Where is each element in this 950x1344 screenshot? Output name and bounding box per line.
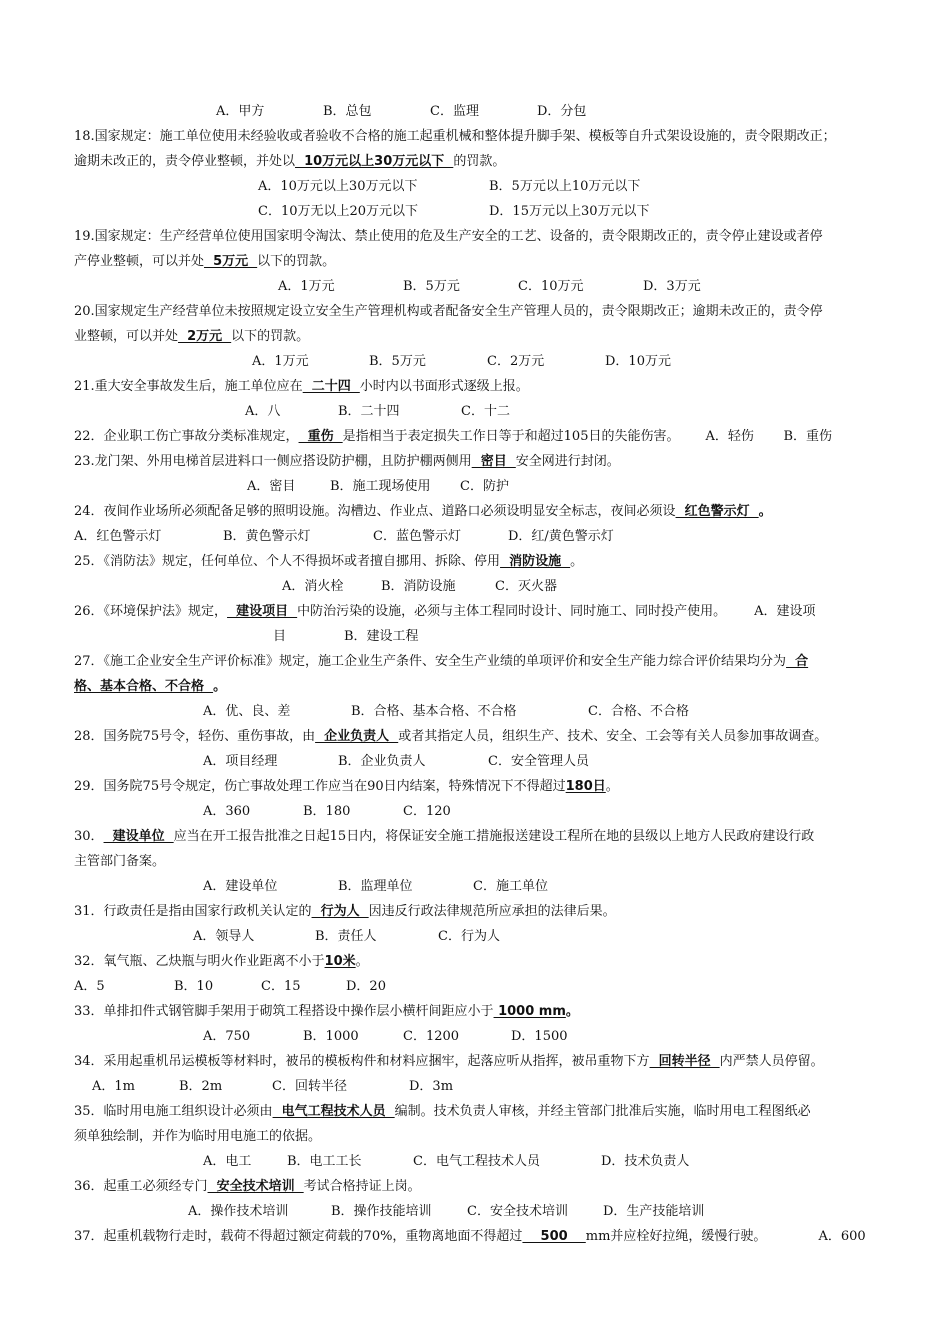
q21-text-b: 小时内以书面形式逐级上报。 [359, 379, 529, 394]
q36-option-c: C．安全技术培训 [467, 1204, 568, 1219]
q35-stem-line1 [74, 1103, 811, 1121]
q23-option-b: B．施工现场使用 [330, 479, 431, 494]
q31-stem [74, 903, 616, 921]
q25-text-b: 。 [570, 554, 584, 569]
q17-options [216, 103, 586, 121]
q35-text-a: 35．临时用电施工组织设计必须由 [74, 1104, 273, 1119]
q18-stem-line2 [74, 153, 505, 171]
q17-option-c: C．监理 [430, 104, 479, 119]
q35-option-b: B．电工工长 [287, 1154, 362, 1169]
q30-text-a: 30． [74, 829, 104, 844]
q27-option-c: C．合格、不合格 [588, 704, 689, 719]
q27-options [203, 703, 689, 721]
q20-option-d: D．10万元 [605, 354, 671, 369]
q23-option-a: A．密目 [247, 479, 296, 494]
q27-option-b: B．合格、基本合格、不合格 [351, 704, 517, 719]
q28-answer: 企业负责人 [315, 729, 399, 744]
q31-text-b: 因违反行政法律规范所应承担的法律后果。 [368, 904, 616, 919]
q18-option-a: A．10万元以上30万元以下 [258, 179, 418, 194]
q27-text-b: 。 [213, 679, 227, 694]
q19-options [278, 278, 701, 296]
q34-options [92, 1078, 453, 1096]
q32-text-a: 32．氧气瓶、乙炔瓶与明火作业距离不小于 [74, 954, 325, 969]
q32-option-c: C．15 [261, 979, 301, 994]
q22-answer: 重伤 [298, 429, 343, 444]
q19-option-b: B．5万元 [403, 279, 460, 294]
q21-option-c: C．十二 [461, 404, 510, 419]
q25-answer: 消防设施 [500, 554, 571, 569]
q30-stem-line1 [74, 828, 814, 846]
q23-text-b: 安全网进行封闭。 [515, 454, 620, 469]
q27-option-a: A．优、良、差 [203, 704, 291, 719]
q17-option-d: D．分包 [537, 104, 587, 119]
q34-option-a: A．1m [92, 1079, 135, 1094]
q26-text-b: 中防治污染的设施，必须与主体工程同时设计、同时施工、同时投产使用。 [297, 604, 727, 619]
q20-option-c: C．2万元 [487, 354, 545, 369]
q34-option-d: D．3m [409, 1079, 454, 1094]
q34-text-a: 34．采用起重机吊运模板等材料时，被吊的模板构件和材料应捆牢，起落应听从指挥，被吊重物下方 [74, 1054, 650, 1069]
q35-option-d: D．技术负责人 [601, 1154, 690, 1169]
q18-answer: 10万元以上30万元以下 [295, 154, 454, 169]
q21-answer: 二十四 [302, 379, 360, 394]
q29-option-c: C．120 [403, 804, 451, 819]
q37-text-b: mm并应栓好拉绳，缓慢行驶。 [585, 1229, 767, 1244]
q36-text-a: 36．起重工必须经专门 [74, 1179, 208, 1194]
q35-answer: 电气工程技术人员 [272, 1104, 395, 1119]
q29-text-a: 29．国务院75号令规定，伤亡事故处理工作应当在90日内结案，特殊情况下不得超过 [74, 779, 566, 794]
q32-option-a: A．5 [74, 979, 105, 994]
q22-option-b: B．重伤 [783, 429, 833, 444]
q21-stem [74, 378, 529, 396]
q30-stem-line2: 主管部门备案。 [74, 854, 166, 869]
q23-text-a: 23.龙门架、外用电梯首层进料口一侧应搭设防护棚，且防护棚两侧用 [74, 454, 472, 469]
q24-option-c: C．蓝色警示灯 [373, 529, 461, 544]
q26-option-a: A．建设项 [754, 604, 816, 619]
q17-option-a: A．甲方 [216, 104, 265, 119]
q18-option-b: B．5万元以上10万元以下 [489, 179, 641, 194]
q18-stem-line1: 18.国家规定：施工单位使用未经验收或者验收不合格的施工起重机械和整体提升脚手架、模板等自升式架设设施的，责令限期改正； [74, 129, 836, 144]
q30-option-c: C．施工单位 [473, 879, 548, 894]
q33-option-a: A．750 [203, 1029, 251, 1044]
q34-text-b: 内严禁人员停留。 [719, 1054, 824, 1069]
q20-option-b: B．5万元 [369, 354, 426, 369]
q31-option-c: C．行为人 [438, 929, 500, 944]
q25-stem [74, 553, 583, 571]
q18-option-c: C．10万无以上20万元以下 [258, 204, 419, 219]
q20-option-a: A．1万元 [252, 354, 309, 369]
q30-answer: 建设单位 [103, 829, 174, 844]
q36-answer: 安全技术培训 [207, 1179, 304, 1194]
q29-answer: 180日 [565, 779, 606, 794]
q20-answer: 2万元 [178, 329, 232, 344]
q28-text-b: 或者其指定人员，组织生产、技术、安全、工会等有关人员参加事故调查。 [398, 729, 828, 744]
q36-option-a: A．操作技术培训 [188, 1204, 289, 1219]
q33-option-b: B．1000 [303, 1029, 359, 1044]
q33-text-b: 。 [565, 1004, 579, 1019]
q23-stem [74, 453, 620, 471]
q21-text-a: 21.重大安全事故发生后，施工单位应在 [74, 379, 303, 394]
q26-option-a-cont: 目 [273, 629, 287, 644]
q29-options [203, 803, 451, 821]
q32-answer: 10米 [324, 954, 356, 969]
q36-option-d: D．生产技能培训 [603, 1204, 705, 1219]
q20-options [252, 353, 671, 371]
q28-option-a: A．项目经理 [203, 754, 278, 769]
q37-stem [74, 1228, 866, 1246]
q31-option-b: B．责任人 [315, 929, 377, 944]
q28-text-a: 28．国务院75号令，轻伤、重伤事故，由 [74, 729, 316, 744]
q17-option-b: B．总包 [323, 104, 372, 119]
q29-option-a: A．360 [203, 804, 251, 819]
q33-text-a: 33．单排扣件式钢管脚手架用于砌筑工程搭设中操作层小横杆间距应小于 [74, 1004, 494, 1019]
q37-text-a: 37．起重机载物行走时，载荷不得超过额定荷载的70%，重物离地面不得超过 [74, 1229, 523, 1244]
q29-option-b: B．180 [303, 804, 351, 819]
q26-answer: 建设项目 [227, 604, 298, 619]
q22-text-b: 是指相当于表定损失工作日等于和超过105日的失能伤害。 [342, 429, 680, 444]
q21-option-a: A．八 [245, 404, 281, 419]
q33-stem [74, 1003, 579, 1021]
q24-text-a: 24．夜间作业场所必须配备足够的照明设施。沟槽边、作业点、道路口必须设明显安全标志，夜间必须设 [74, 504, 676, 519]
q24-stem [74, 503, 772, 521]
q22-text-a: 22．企业职工伤亡事故分类标准规定， [74, 429, 299, 444]
q29-text-b: 。 [605, 779, 619, 794]
q26-options [273, 628, 419, 646]
q30-option-b: B．监理单位 [338, 879, 413, 894]
q25-text-a: 25．《消防法》规定，任何单位、个人不得损坏或者擅自挪用、拆除、停用 [74, 554, 501, 569]
q27-text-a: 27．《施工企业安全生产评价标准》规定，施工企业生产条件、安全生产业绩的单项评价和安全生产能力综合评价结果均分为 [74, 654, 787, 669]
q32-option-b: B．10 [174, 979, 214, 994]
q20-stem-line2 [74, 328, 309, 346]
q33-options [203, 1028, 568, 1046]
q32-options [74, 978, 386, 996]
q30-options [203, 878, 548, 896]
q18-text-a: 逾期未改正的，责令停业整顿，并处以 [74, 154, 296, 169]
q24-options [74, 528, 614, 546]
q20-text-a: 业整顿，可以并处 [74, 329, 179, 344]
q24-answer: 红色警示灯 [675, 504, 759, 519]
q20-text-b: 以下的罚款。 [231, 329, 310, 344]
q24-option-b: B．黄色警示灯 [223, 529, 311, 544]
q18-option-d: D．15万元以上30万元以下 [489, 204, 650, 219]
q19-option-c: C．10万元 [518, 279, 584, 294]
q31-text-a: 31．行政责任是指由国家行政机关认定的 [74, 904, 312, 919]
q34-answer: 回转半径 [649, 1054, 720, 1069]
q25-option-b: B．消防设施 [381, 579, 456, 594]
q20-stem-line1: 20.国家规定生产经营单位未按照规定设立安全生产管理机构或者配备安全生产管理人员的，责令限期改正；逾期未改正的，责令停 [74, 304, 823, 319]
q24-text-b: 。 [758, 504, 772, 519]
q30-option-a: A．建设单位 [203, 879, 278, 894]
q27-stem-line2 [74, 678, 226, 696]
q22-option-a: A．轻伤 [705, 429, 754, 444]
q18-options-row1 [258, 178, 640, 196]
q26-option-b: B．建设工程 [344, 629, 419, 644]
q28-options [203, 753, 589, 771]
q21-options [245, 403, 510, 421]
q24-option-a: A．红色警示灯 [74, 529, 162, 544]
q28-option-b: B．企业负责人 [338, 754, 426, 769]
q18-options-row2 [258, 203, 650, 221]
q36-text-b: 考试合格持证上岗。 [303, 1179, 421, 1194]
q25-options [282, 578, 557, 596]
q19-option-a: A．1万元 [278, 279, 335, 294]
q27-answer-part2: 格、基本合格、不合格 [74, 679, 214, 694]
q21-option-b: B．二十四 [338, 404, 400, 419]
q26-stem [74, 603, 816, 621]
q32-text-b: 。 [355, 954, 369, 969]
q32-stem [74, 953, 369, 971]
q31-answer: 行为人 [311, 904, 369, 919]
q33-option-c: C．1200 [403, 1029, 460, 1044]
q25-option-a: A．消火栓 [282, 579, 344, 594]
q35-options [203, 1153, 689, 1171]
q25-option-c: C．灭火器 [495, 579, 557, 594]
q23-option-c: C．防护 [460, 479, 509, 494]
q26-text-a: 26．《环境保护法》规定， [74, 604, 228, 619]
q31-options [193, 928, 500, 946]
q23-answer: 密目 [471, 454, 516, 469]
q30-text-b: 应当在开工报告批准之日起15日内，将保证安全施工措施报送建设工程所在地的县级以上地方人民政府建设行政 [173, 829, 815, 844]
q35-stem-line2: 须单独绘制，并作为临时用电施工的依据。 [74, 1129, 322, 1144]
q35-text-b: 编制。技术负责人审核，并经主管部门批准后实施，临时用电工程图纸必 [394, 1104, 811, 1119]
q37-answer: 500 [522, 1229, 586, 1244]
q27-answer-part1: 合 [786, 654, 809, 669]
q19-option-d: D．3万元 [643, 279, 701, 294]
q19-text-b: 以下的罚款。 [257, 254, 336, 269]
q28-option-c: C．安全管理人员 [488, 754, 589, 769]
q35-option-c: C．电气工程技术人员 [413, 1154, 540, 1169]
q34-option-c: C．回转半径 [272, 1079, 347, 1094]
q19-answer: 5万元 [204, 254, 258, 269]
q23-options [247, 478, 509, 496]
q36-option-b: B．操作技能培训 [331, 1204, 432, 1219]
q19-stem-line1: 19.国家规定：生产经营单位使用国家明令淘汰、禁止使用的危及生产安全的工艺、设备的，责令限期改正的，责令停止建设或者停 [74, 229, 823, 244]
q29-stem [74, 778, 619, 796]
q19-text-a: 产停业整顿，可以并处 [74, 254, 205, 269]
q33-answer: 1000 mm [493, 1004, 566, 1019]
q27-stem-line1 [74, 653, 808, 671]
q31-option-a: A．领导人 [193, 929, 255, 944]
q19-stem-line2 [74, 253, 335, 271]
q24-option-d: D．红/黄色警示灯 [508, 529, 614, 544]
q35-option-a: A．电工 [203, 1154, 252, 1169]
q36-options [188, 1203, 704, 1221]
q34-option-b: B．2m [179, 1079, 223, 1094]
q37-option-a: A．600 [818, 1229, 866, 1244]
q33-option-d: D．1500 [511, 1029, 568, 1044]
q18-text-b: 的罚款。 [453, 154, 506, 169]
q22-stem [74, 428, 832, 446]
q36-stem [74, 1178, 421, 1196]
q32-option-d: D．20 [346, 979, 386, 994]
q34-stem [74, 1053, 824, 1071]
q28-stem [74, 728, 827, 746]
